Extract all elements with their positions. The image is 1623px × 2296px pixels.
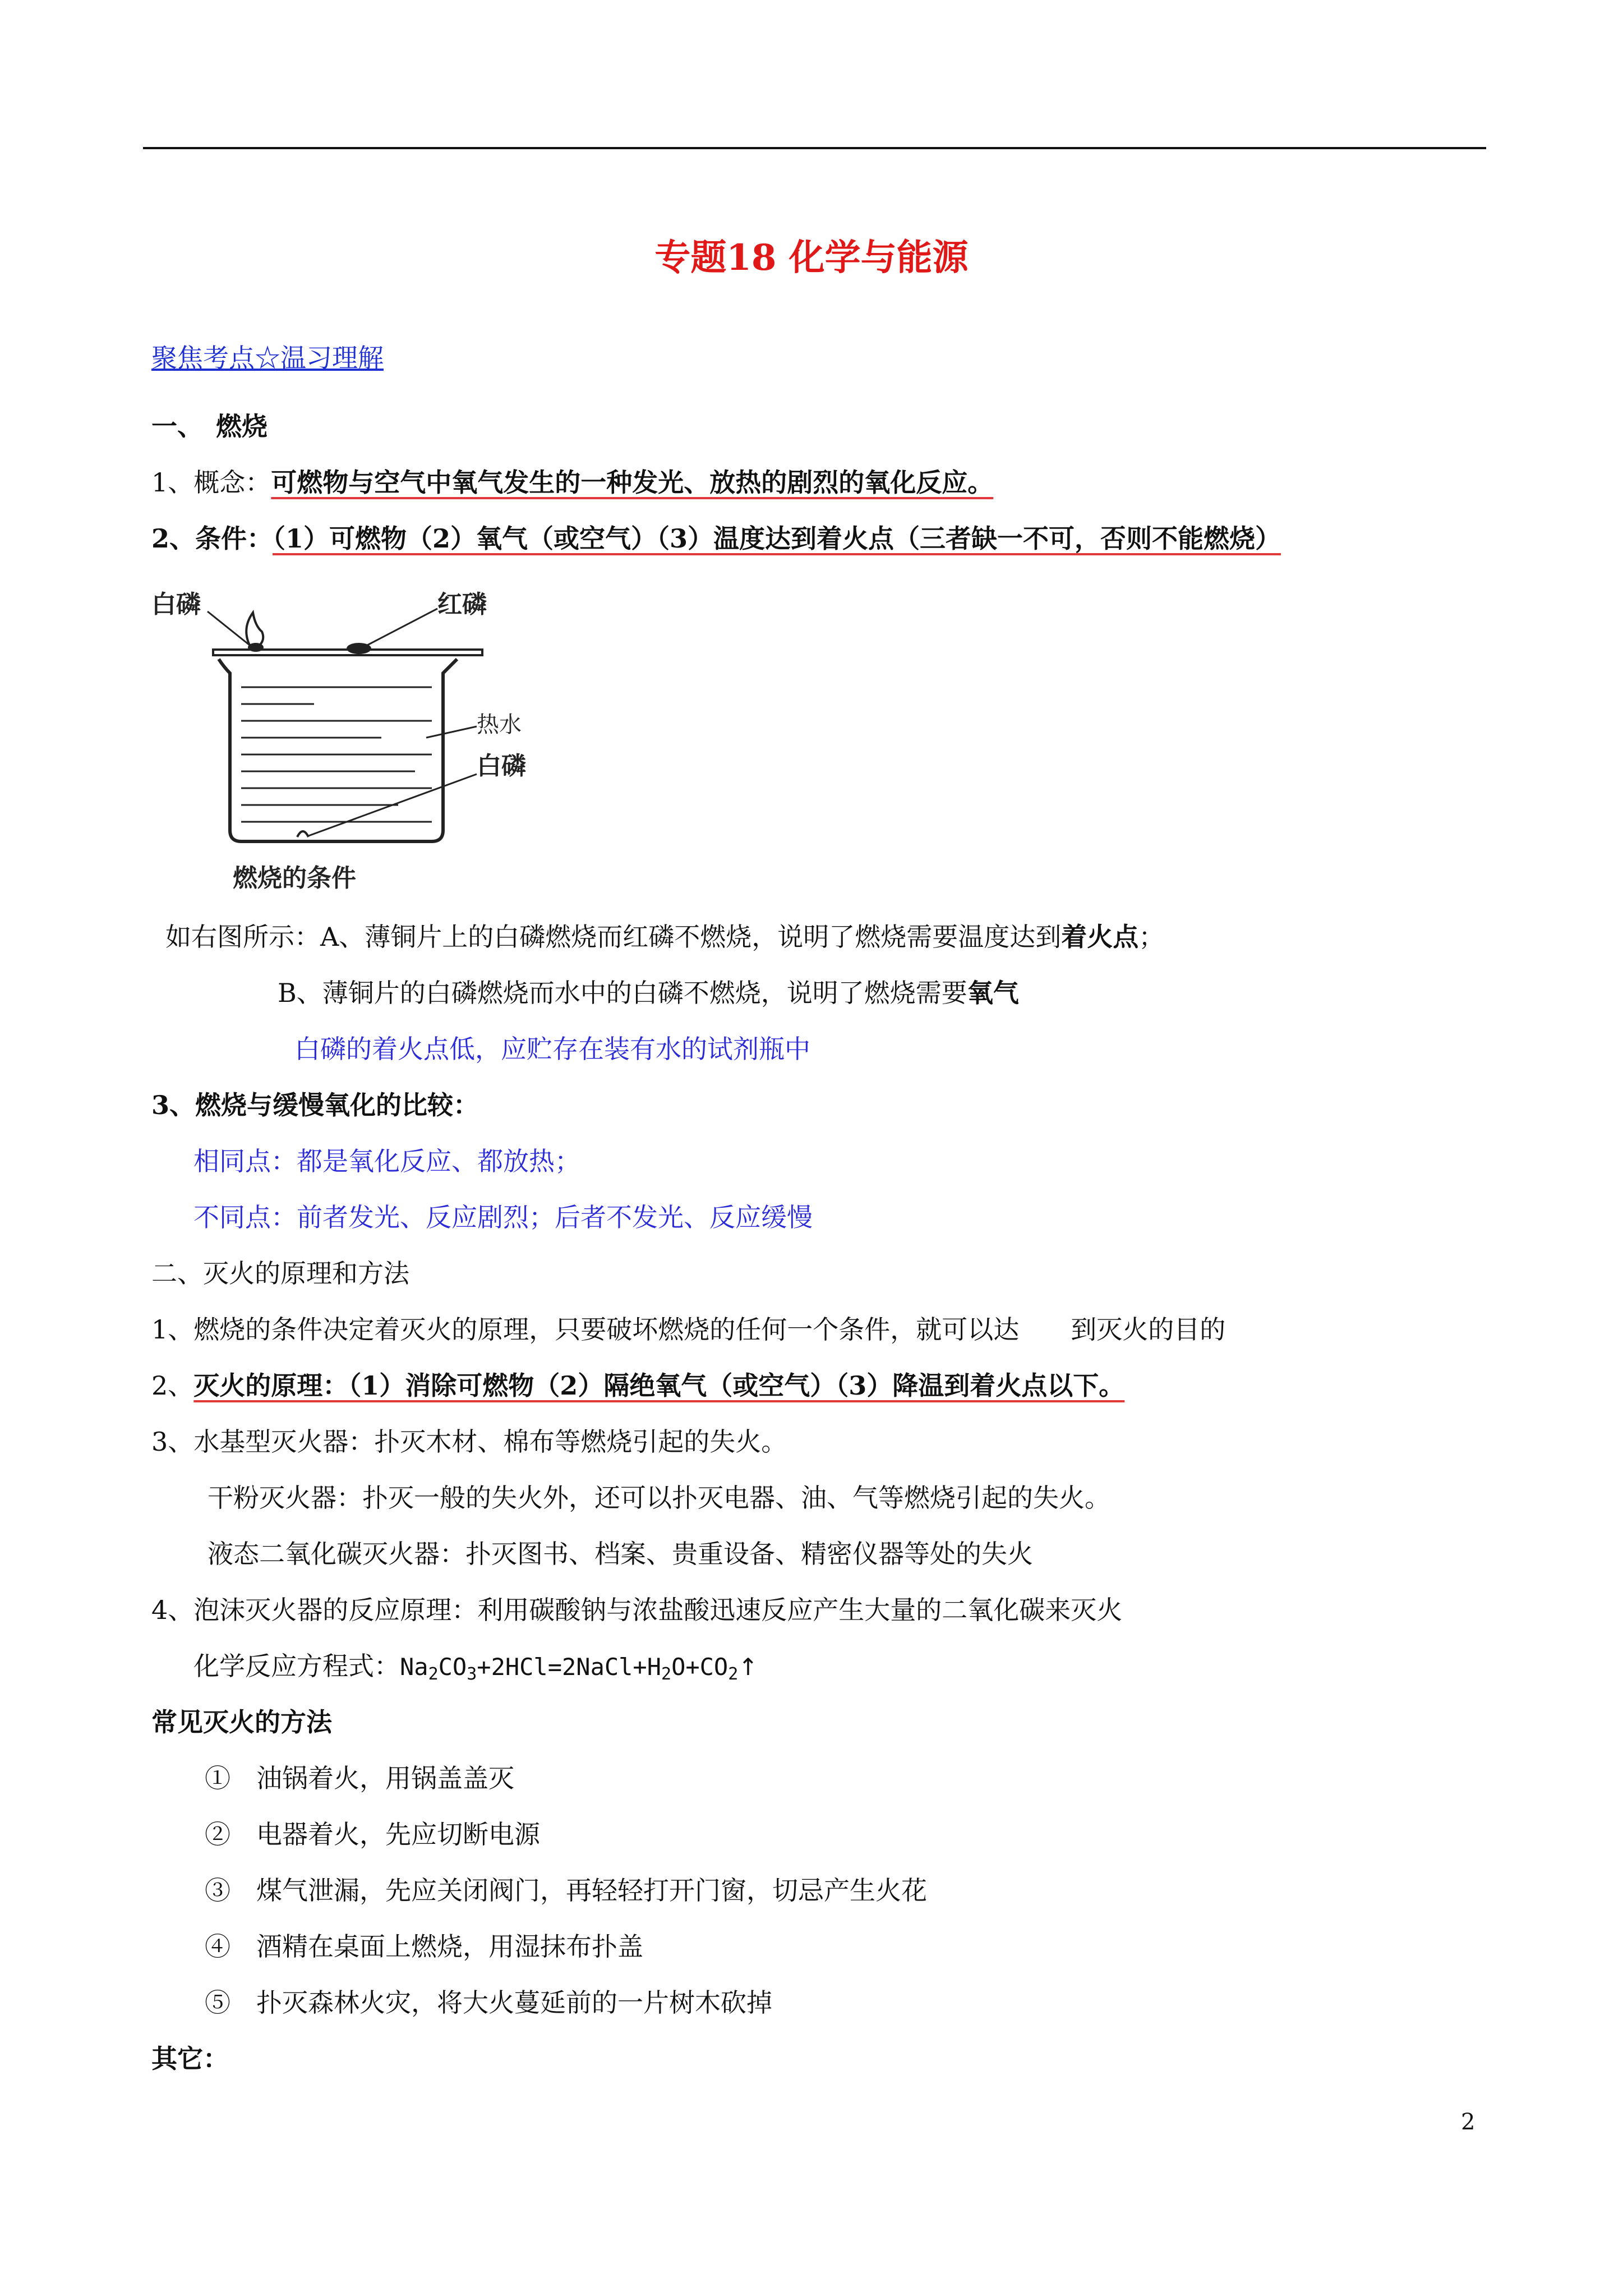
extinguish-principle-line [151, 1369, 1124, 1402]
equation-label: 化学反应方程式： [193, 1651, 400, 1681]
chemical-equation: $Na_2CO_3+2HCl=2NaCl+H_2O+CO_2↑$ [400, 1653, 758, 1684]
conditions-text: （1）可燃物（2）氧气（或空气）（3）温度达到着火点（三者缺一不可，否则不能燃烧） [273, 523, 1281, 554]
label-hot-water: 热水 [477, 712, 522, 738]
white-phosphorus-underwater [297, 831, 308, 837]
concept-line [151, 466, 993, 499]
conditions-label: 2、条件： [151, 523, 273, 554]
method-item: ① 油锅着火，用锅盖盖灭 [205, 1763, 514, 1793]
combustion-experiment-figure [146, 583, 550, 898]
extinguish-principle-text: 灭火的原理：（1）消除可燃物（2）隔绝氧气（或空气）（3）降温到着火点以下。 [193, 1370, 1125, 1401]
white-phosphorus-top [248, 643, 264, 652]
explanation-b [278, 976, 1019, 1010]
method-item: ⑤ 扑灭森林火灾，将大火蔓延前的一片树木砍掉 [205, 1987, 772, 2018]
equation-line [193, 1649, 758, 1684]
method-item: ② 电器着火，先应切断电源 [205, 1819, 540, 1849]
header-rule [143, 147, 1486, 149]
page-number: 2 [1461, 2109, 1476, 2135]
explanation-a-keyword: 着火点 [1061, 922, 1139, 952]
explanation-b-text: B、薄铜片的白磷燃烧而水中的白磷不燃烧，说明了燃烧需要 [278, 978, 967, 1008]
pointer-lines [208, 609, 477, 836]
method-item: ③ 煤气泄漏，先应关闭阀门，再轻轻打开门窗，切忌产生火花 [205, 1875, 927, 1906]
powder-extinguisher-line: 干粉灭火器：扑灭一般的失火外，还可以扑灭电器、油、气等燃烧引起的失火。 [208, 1483, 1110, 1513]
explanation-b-keyword: 氧气 [967, 978, 1019, 1008]
page-title: 专题18 化学与能源 [654, 237, 969, 279]
similarity-line: 相同点：都是氧化反应、都放热； [193, 1146, 580, 1176]
section-2-heading: 二、灭火的原理和方法 [151, 1258, 409, 1289]
explanation-a-text: 如右图所示：A、薄铜片上的白磷燃烧而红磷不燃烧，说明了燃烧需要温度达到 [165, 922, 1062, 952]
difference-line: 不同点：前者发光、反应剧烈；后者不发光、反应缓慢 [193, 1202, 813, 1232]
foam-extinguisher-line: 4、泡沫灭火器的反应原理：利用碳酸钠与浓盐酸迅速反应产生大量的二氧化碳来灭火 [151, 1595, 1123, 1625]
conditions-line [151, 522, 1281, 555]
co2-extinguisher-line: 液态二氧化碳灭火器：扑灭图书、档案、贵重设备、精密仪器等处的失火 [208, 1539, 1033, 1569]
explanation-a-end: ； [1138, 922, 1165, 952]
extinguish-line-1: 1、燃烧的条件决定着灭火的原理，只要破坏燃烧的任何一个条件，就可以达 到灭火的目的 [151, 1314, 1226, 1345]
other-heading: 其它： [151, 2044, 229, 2074]
label-white-phosphorus-top: 白磷 [151, 590, 201, 619]
figure-caption: 燃烧的条件 [233, 864, 356, 892]
concept-label: 1、概念： [151, 467, 271, 498]
concept-text: 可燃物与空气中氧气发生的一种发光、放热的剧烈的氧化反应。 [271, 467, 994, 498]
label-white-phosphorus-bottom: 白磷 [477, 752, 526, 780]
flame-icon [246, 613, 263, 645]
method-item: ④ 酒精在桌面上燃烧，用湿抹布扑盖 [205, 1931, 643, 1962]
methods-heading: 常见灭火的方法 [151, 1707, 332, 1737]
section-1-heading: 一、 燃烧 [151, 411, 268, 441]
storage-note: 白磷的着火点低，应贮存在装有水的试剂瓶中 [294, 1034, 810, 1064]
comparison-heading: 3、燃烧与缓慢氧化的比较： [151, 1090, 479, 1120]
water-extinguisher-line: 3、水基型灭火器：扑灭木材、棉布等燃烧引起的失火。 [151, 1427, 787, 1457]
focus-review-link[interactable]: 聚焦考点☆温习理解 [151, 343, 384, 373]
extinguish-principle-label: 2、 [151, 1370, 194, 1401]
explanation-a [165, 920, 1164, 954]
label-red-phosphorus: 红磷 [437, 590, 487, 619]
